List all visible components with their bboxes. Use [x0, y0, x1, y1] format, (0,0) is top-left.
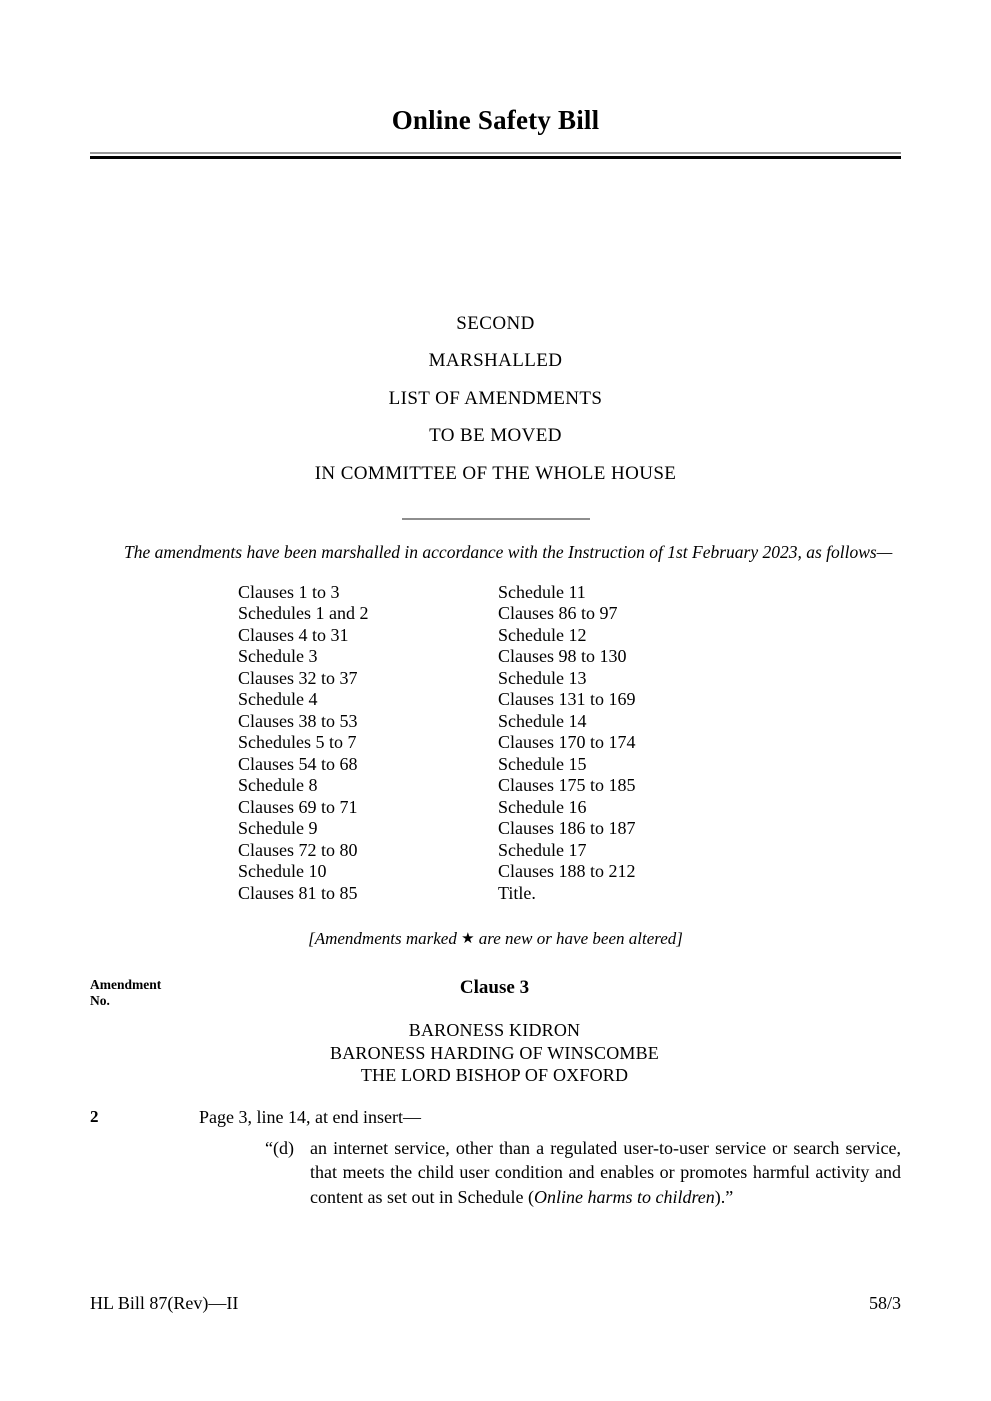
heading-stack — [90, 305, 901, 521]
list-item: Schedule 13 — [498, 667, 587, 688]
list-item: Clauses 72 to 80 — [238, 839, 358, 860]
list-item: Schedule 12 — [498, 624, 587, 645]
sub-paragraph-marker: “(d) — [265, 1137, 294, 1158]
page-footer — [90, 1293, 901, 1314]
list-item: Title. — [498, 882, 536, 903]
marshalling-list-left-column — [238, 582, 498, 905]
heading-short-rule — [402, 518, 590, 520]
heading-line-3: LIST OF AMENDMENTS — [388, 387, 603, 409]
list-item: Clauses 98 to 130 — [498, 646, 627, 667]
list-item: Clauses 54 to 68 — [238, 753, 358, 774]
list-item: Clauses 131 to 169 — [498, 689, 636, 710]
heading-line-1: SECOND — [456, 312, 535, 334]
heading-line-4: TO BE MOVED — [429, 425, 562, 447]
sub-paragraph-text — [310, 1136, 901, 1210]
page-title: Online Safety Bill — [391, 105, 600, 135]
list-item: Clauses 32 to 37 — [238, 667, 358, 688]
list-item: Schedule 9 — [238, 818, 318, 839]
clause-heading: Clause 3 — [459, 977, 530, 999]
list-item: Clauses 4 to 31 — [238, 624, 349, 645]
amendment-no-label-line2: No. — [90, 993, 110, 1009]
marshalling-list-right-column — [498, 582, 758, 905]
title-divider — [90, 152, 901, 159]
marshalling-list — [90, 582, 901, 905]
list-item: Clauses 188 to 212 — [498, 861, 636, 882]
list-item: Schedule 10 — [238, 861, 327, 882]
amendment-sub-paragraph — [265, 1136, 901, 1210]
sponsor-list — [90, 1019, 901, 1087]
amendment-no-label-line1: Amendment — [90, 977, 162, 993]
list-item: Schedule 11 — [498, 581, 586, 602]
amendment-section-header — [90, 977, 901, 1017]
sub-text-part2: ).” — [714, 1186, 734, 1207]
heading-line-2: MARSHALLED — [428, 350, 563, 372]
list-item: Schedule 17 — [498, 839, 587, 860]
sponsor-name: BARONESS KIDRON — [408, 1020, 581, 1041]
list-item: Clauses 38 to 53 — [238, 710, 358, 731]
list-item: Clauses 81 to 85 — [238, 882, 358, 903]
sponsor-name: THE LORD BISHOP OF OXFORD — [360, 1065, 629, 1086]
list-item: Schedule 8 — [238, 775, 318, 796]
amendment-no-column-label — [90, 977, 220, 1009]
list-item: Schedules 1 and 2 — [238, 603, 369, 624]
list-item: Schedule 14 — [498, 710, 587, 731]
list-item: Clauses 69 to 71 — [238, 796, 358, 817]
list-item: Clauses 170 to 174 — [498, 732, 636, 753]
list-item: Schedule 3 — [238, 646, 318, 667]
amendment-lead-in: Page 3, line 14, at end insert— — [199, 1106, 421, 1127]
instruction-paragraph: The amendments have been marshalled in accordance with the Instruction of 1st February 2023, as follows— — [124, 542, 893, 563]
list-item: Schedule 16 — [498, 796, 587, 817]
list-item: Clauses 175 to 185 — [498, 775, 636, 796]
page-number: 58/3 — [868, 1293, 901, 1313]
sub-text-part1: an internet service, other than a regulated user-to-user service or search service, that meets the child user condition and enables or promotes harmful activity and content as set out in Schedule ( — [310, 1137, 901, 1207]
amendment-entry — [90, 1105, 901, 1210]
star-icon: ★ — [461, 931, 475, 948]
title-divider-thick-line — [90, 156, 901, 159]
list-item: Schedule 4 — [238, 689, 318, 710]
list-item: Clauses 186 to 187 — [498, 818, 636, 839]
starred-amendments-note — [90, 929, 901, 949]
sponsor-name: BARONESS HARDING OF WINSCOMBE — [329, 1042, 659, 1063]
star-note-text-after: are new or have been altered — [474, 929, 677, 949]
amendment-number: 2 — [90, 1106, 99, 1126]
heading-line-5: IN COMMITTEE OF THE WHOLE HOUSE — [314, 462, 677, 484]
bill-reference: HL Bill 87(Rev)—II — [90, 1293, 239, 1313]
list-item: Schedule 15 — [498, 753, 587, 774]
star-note-close-bracket: ] — [676, 929, 683, 949]
list-item: Clauses 1 to 3 — [238, 581, 340, 602]
list-item: Schedules 5 to 7 — [238, 732, 357, 753]
star-note-text-before: Amendments marked — [314, 929, 462, 949]
sub-text-italic-title: Online harms to children — [533, 1186, 715, 1207]
list-item: Clauses 86 to 97 — [498, 603, 618, 624]
star-note-open-bracket: [ — [308, 929, 315, 949]
